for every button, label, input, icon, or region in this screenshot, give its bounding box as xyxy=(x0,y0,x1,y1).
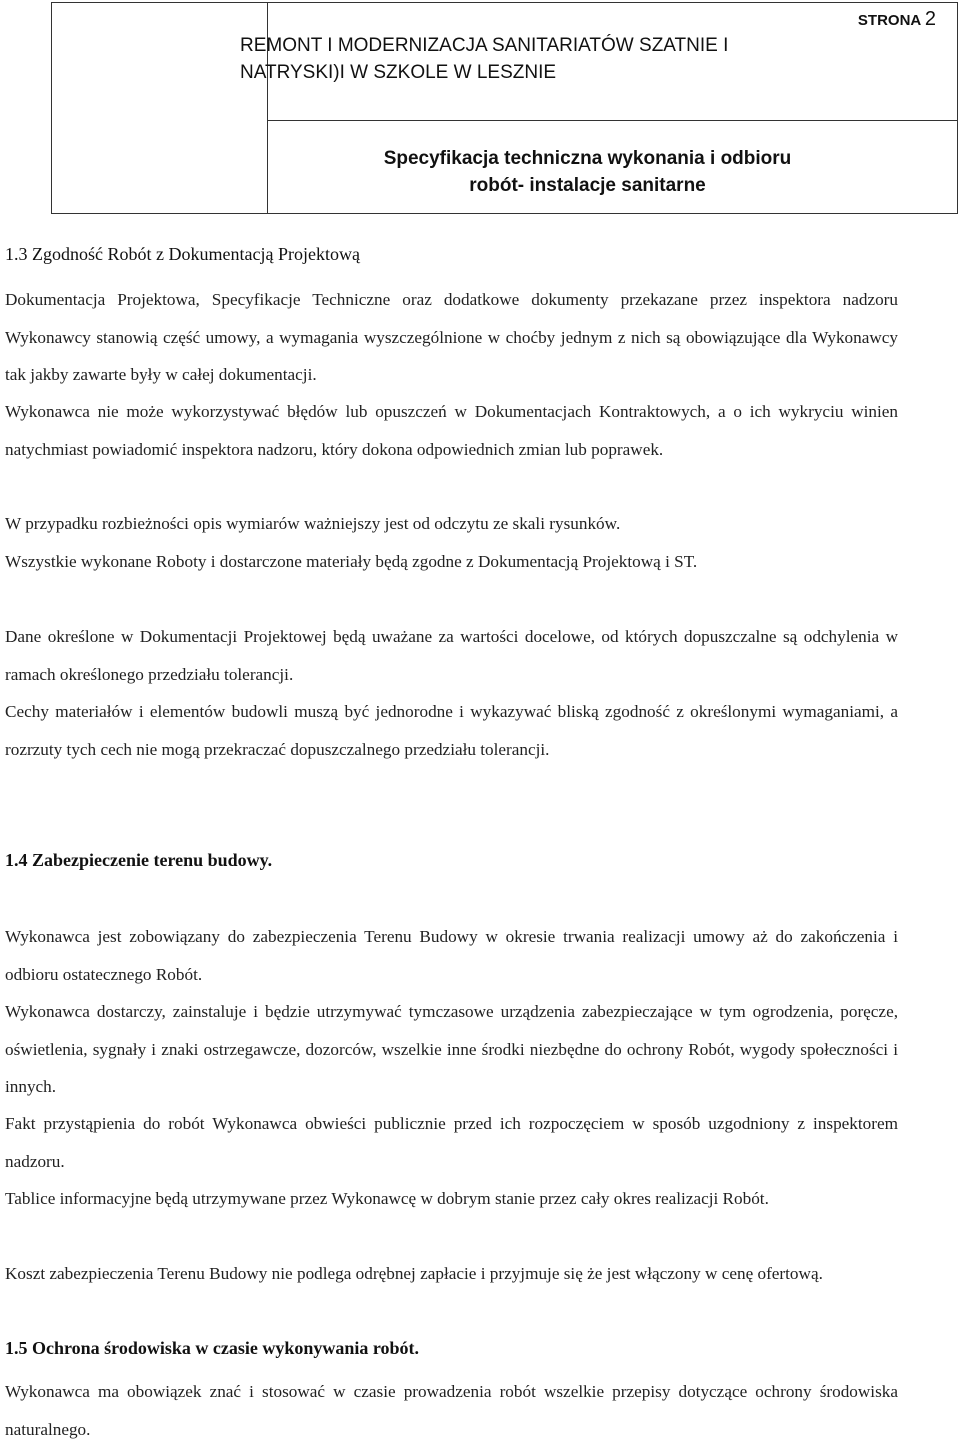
section-1-3-p1: Dokumentacja Projektowa, Specyfikacje Techniczne oraz dodatkowe dokumenty przekazane przez inspektora nadzoru Wykonawcy stanowią część umowy, a wymagania wyszczególnione w choćby jednym z nich są obowiązujące dla Wykonawcy tak jakby zawarte były w całej dokumentacji. xyxy=(5,290,898,384)
section-1-3-heading: 1.3 Zgodność Robót z Dokumentacją Projektową xyxy=(5,244,360,264)
section-1-3-p3: W przypadku rozbieżności opis wymiarów ważniejszy jest od odczytu ze skali rysunków. xyxy=(5,514,621,533)
spec-title xyxy=(215,145,960,199)
page-number-value: 2 xyxy=(924,8,936,30)
section-1-4-p1: Wykonawca jest zobowiązany do zabezpieczenia Terenu Budowy w okresie trwania realizacji umowy aż do zakończenia i odbioru ostatecznego Robót. xyxy=(5,927,898,984)
section-1-5-heading: 1.5 Ochrona środowiska w czasie wykonywania robót. xyxy=(5,1338,420,1358)
section-1-4-p5: Koszt zabezpieczenia Terenu Budowy nie podlega odrębnej zapłacie i przyjmuje się że jest włączony w cenę ofertową. xyxy=(5,1264,823,1283)
section-1-4-heading: 1.4 Zabezpieczenie terenu budowy. xyxy=(5,850,273,870)
spec-title-line2: robót- instalacje sanitarne xyxy=(469,175,706,196)
section-1-4-p2: Wykonawca dostarczy, zainstaluje i będzie utrzymywać tymczasowe urządzenia zabezpieczające w tym ogrodzenia, poręcze, oświetlenia, sygnały i znaki ostrzegawcze, dozorców, wszelkie inne środki niezbędne do ochrony Robót, wygody społeczności i innych. xyxy=(5,1002,898,1096)
page-number xyxy=(858,8,936,31)
section-1-3-p5: Dane określone w Dokumentacji Projektowej będą uważane za wartości docelowe, od których dopuszczalne są odchylenia w ramach określonego przedziału tolerancji. xyxy=(5,627,898,684)
spec-title-line1: Specyfikacja techniczna wykonania i odbioru xyxy=(383,148,792,169)
section-1-3-p6: Cechy materiałów i elementów budowli muszą być jednorodne i wykazywać bliską zgodność z określonymi wymaganiami, a rozrzuty tych cech nie mogą przekraczać dopuszczalnego przedziału tolerancji. xyxy=(5,702,898,759)
section-1-4-p4: Tablice informacyjne będą utrzymywane przez Wykonawcę w dobrym stanie przez cały okres realizacji Robót. xyxy=(5,1189,769,1208)
section-1-5-p1: Wykonawca ma obowiązek znać i stosować w czasie prowadzenia robót wszelkie przepisy dotyczące ochrony środowiska naturalnego. xyxy=(5,1382,898,1439)
section-1-4-p3: Fakt przystąpienia do robót Wykonawca obwieści publicznie przed ich rozpoczęciem w sposób uzgodniony z inspektorem nadzoru. xyxy=(5,1114,898,1171)
section-1-3-p2: Wykonawca nie może wykorzystywać błędów lub opuszczeń w Dokumentacjach Kontraktowych, a o ich wykryciu winien natychmiast powiadomić inspektora nadzoru, który dokona odpowiednich zmian lub poprawek. xyxy=(5,402,898,459)
page-label: STRONA xyxy=(857,12,921,29)
section-1-3-p4: Wszystkie wykonane Roboty i dostarczone materiały będą zgodne z Dokumentacją Projektową i ST. xyxy=(5,552,698,571)
header-title: REMONT I MODERNIZACJA SANITARIATÓW SZATNIE I NATRYSKI)I W SZKOLE W LESZNIE xyxy=(240,35,729,83)
